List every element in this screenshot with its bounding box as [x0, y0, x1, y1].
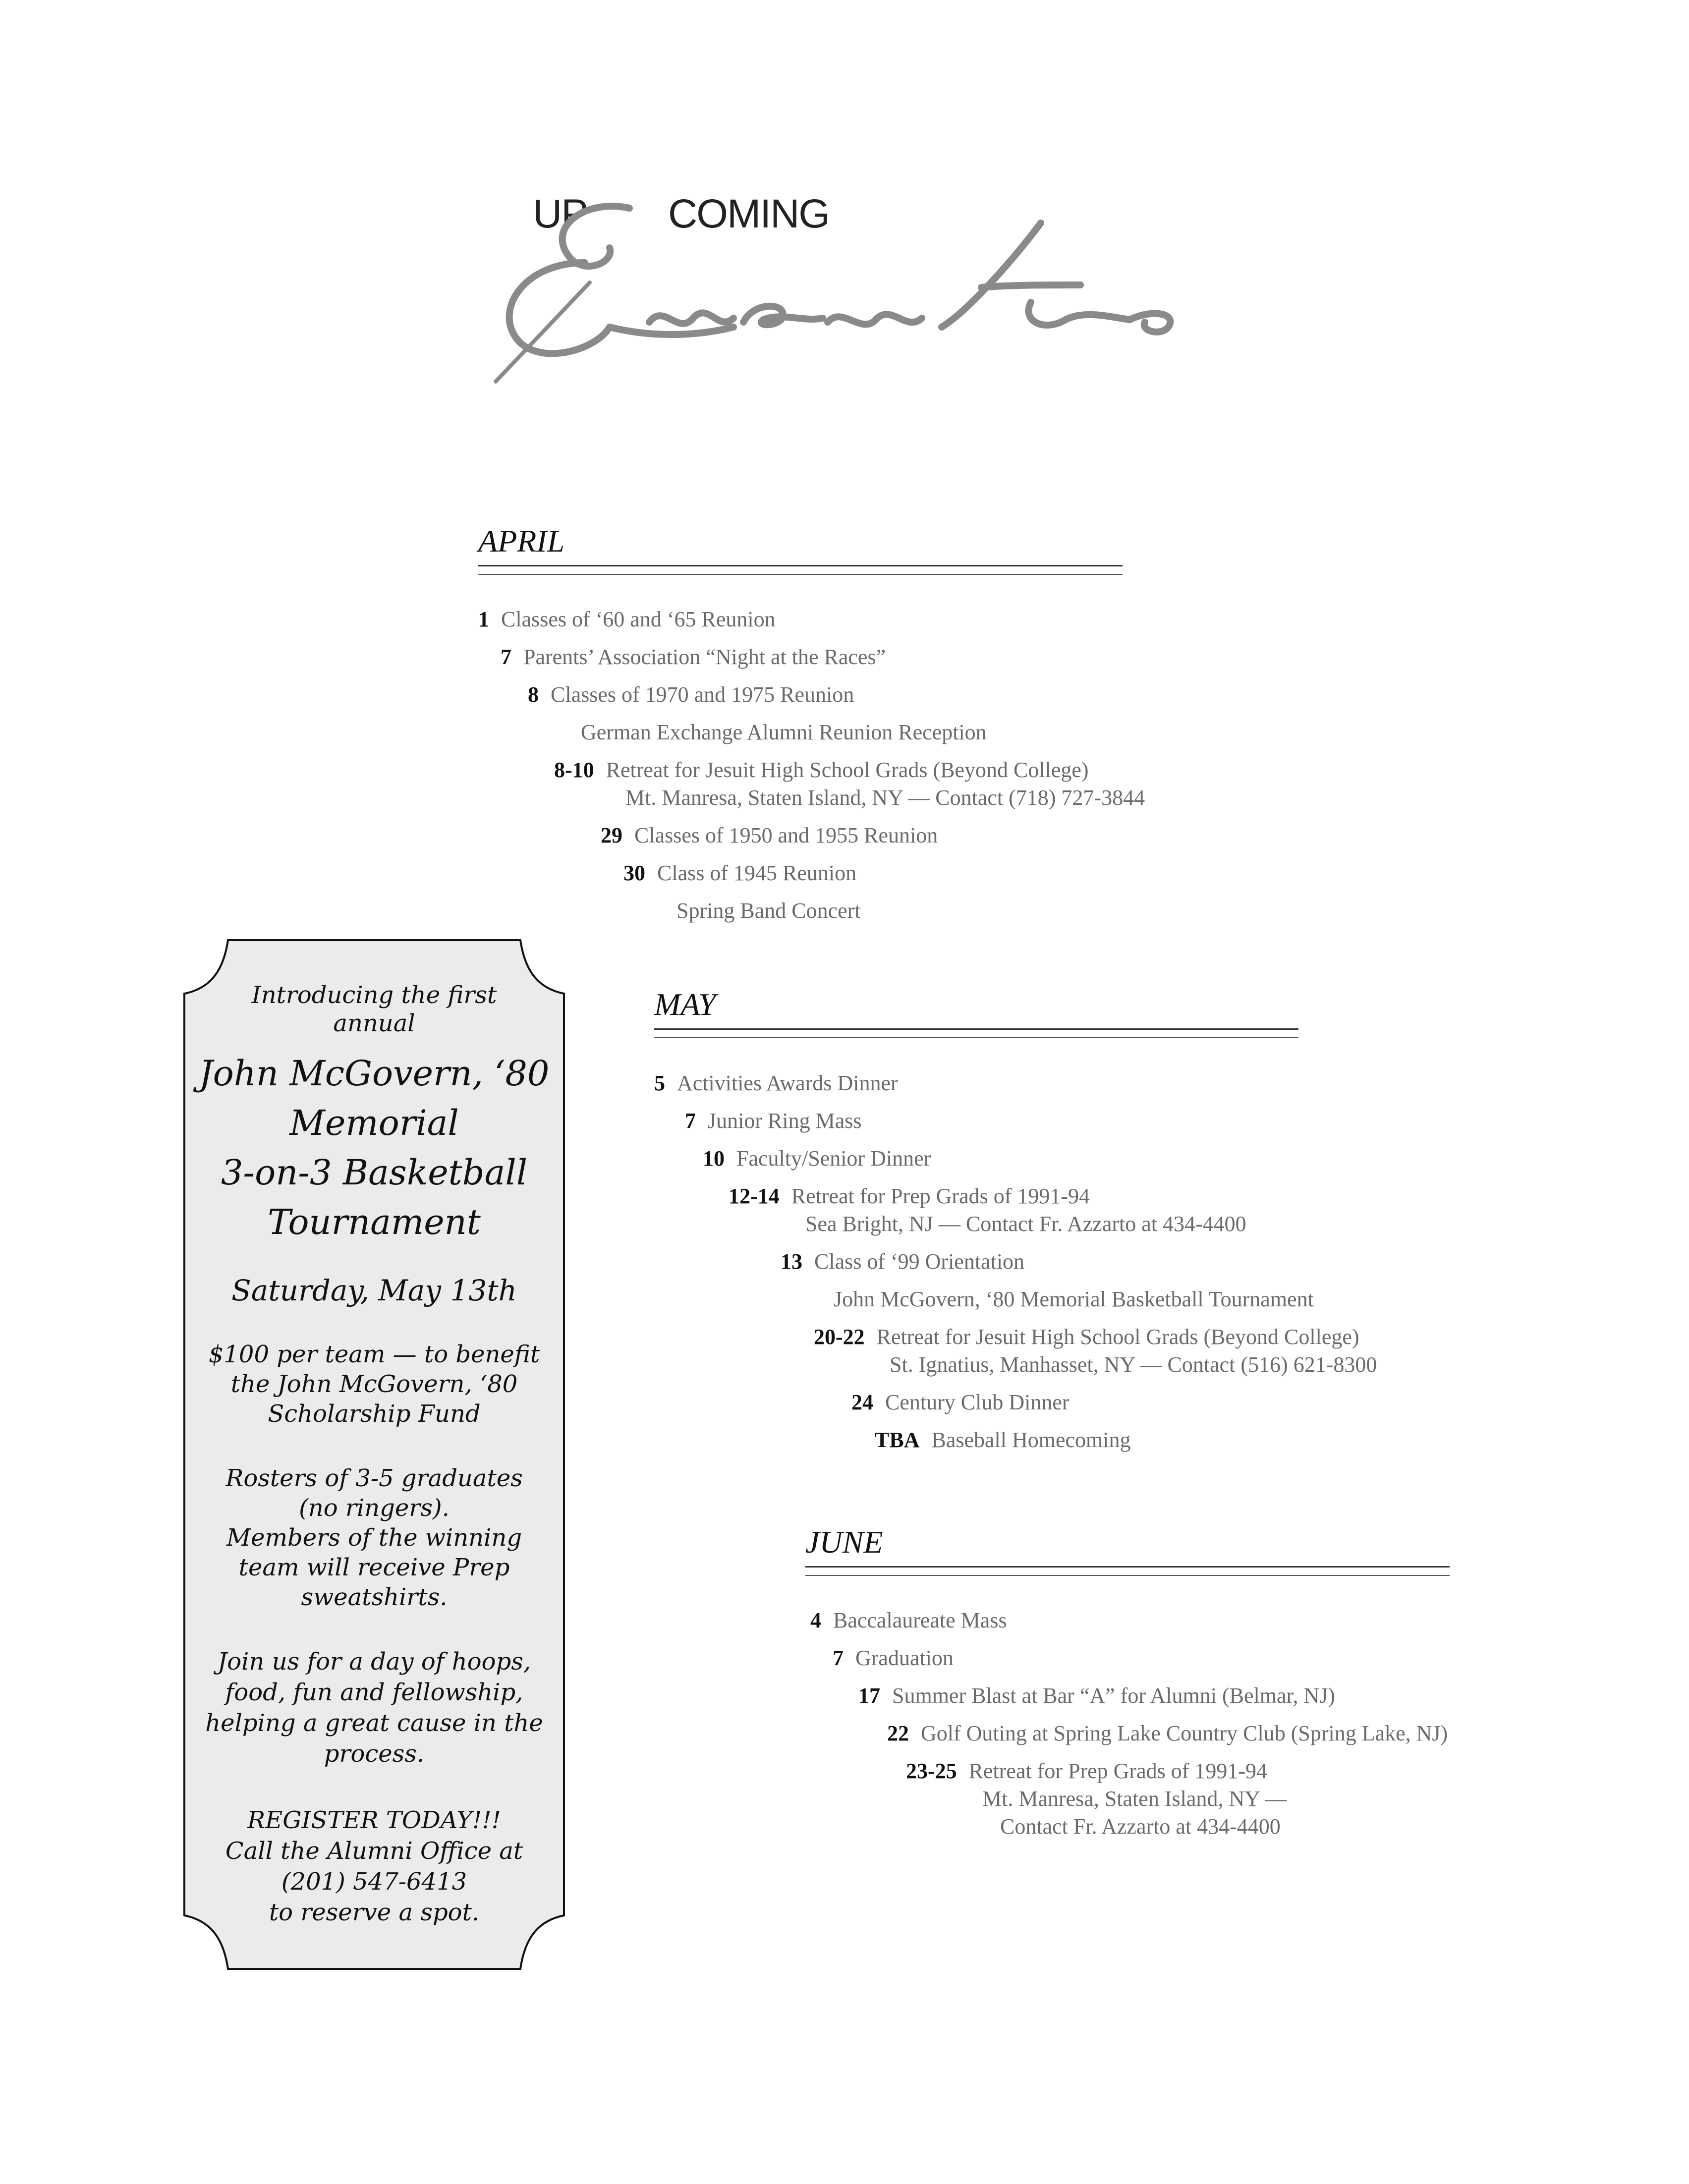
month-april-title: APRIL: [478, 523, 565, 559]
promo-fee-3: Scholarship Fund: [268, 1400, 481, 1428]
promo-name-4: Tournament: [268, 1202, 481, 1242]
april-event-extra: Mt. Manresa, Staten Island, NY — Contact (718) 727-3844: [625, 785, 1145, 810]
promo-rosters-2: (no ringers).: [299, 1494, 450, 1522]
june-event: 17 Summer Blast at Bar “A” for Alumni (Belmar, NJ): [858, 1683, 1335, 1708]
may-event: 13 Class of ‘99 Orientation: [781, 1249, 1025, 1274]
june-event-extra: Mt. Manresa, Staten Island, NY —: [982, 1787, 1287, 1811]
april-event: 1 Classes of ‘60 and ‘65 Reunion: [478, 607, 776, 631]
promo-rosters-5: sweatshirts.: [301, 1583, 448, 1611]
events-script-text: Events: [632, 378, 646, 383]
may-rule: [654, 1028, 1298, 1030]
header-coming: COMING: [668, 191, 830, 236]
april-rule: [478, 565, 1123, 566]
page-header: [0, 0, 1689, 446]
promo-join-3: helping a great cause in the: [205, 1709, 543, 1737]
promo-name-3: 3-on-3 Basketball: [221, 1152, 528, 1193]
may-event-extra: St. Ignatius, Manhasset, NY — Contact (516) 621-8300: [890, 1352, 1377, 1377]
june-event-extra: Contact Fr. Azzarto at 434-4400: [1000, 1814, 1281, 1839]
april-event-extra: Spring Band Concert: [676, 898, 861, 923]
month-may-title: MAY: [654, 987, 716, 1022]
april-event: 8 Classes of 1970 and 1975 Reunion: [528, 682, 854, 707]
promo-join-1: Join us for a day of hoops,: [217, 1648, 531, 1676]
may-event: 20-22 Retreat for Jesuit High School Grads (Beyond College): [814, 1325, 1359, 1349]
april-event: 8-10 Retreat for Jesuit High School Grads (Beyond College): [554, 758, 1089, 782]
june-event: 7 Graduation: [833, 1646, 954, 1670]
promo-join-4: process.: [324, 1740, 425, 1768]
may-event: 24 Century Club Dinner: [851, 1390, 1070, 1414]
promo-date: Saturday, May 13th: [231, 1274, 517, 1307]
april-event-extra: German Exchange Alumni Reunion Reception: [581, 720, 987, 744]
promo-rosters-3: Members of the winning: [226, 1524, 522, 1552]
promo-register-3: (201) 547-6413: [281, 1868, 467, 1896]
june-event: 23-25 Retreat for Prep Grads of 1991-94: [906, 1759, 1268, 1783]
promo-join-2: food, fun and fellowship,: [225, 1679, 523, 1706]
may-event: TBA Baseball Homecoming: [875, 1428, 1131, 1452]
april-event: 7 Parents’ Association “Night at the Races”: [501, 645, 886, 669]
may-event: 5 Activities Awards Dinner: [654, 1071, 898, 1095]
promo-fee-2: the John McGovern, ‘80: [230, 1370, 518, 1398]
april-event: 30 Class of 1945 Reunion: [623, 861, 857, 885]
tournament-promo-box: [183, 939, 565, 1970]
month-june-title: JUNE: [805, 1524, 883, 1560]
promo-register-2: Call the Alumni Office at: [225, 1837, 523, 1865]
promo-intro-2: annual: [333, 1009, 415, 1037]
promo-rosters-4: team will receive Prep: [238, 1554, 510, 1581]
promo-intro-1: Introducing the first: [251, 981, 497, 1009]
promo-name-2: Memorial: [289, 1103, 459, 1143]
june-rule: [805, 1566, 1450, 1568]
may-event-extra: John McGovern, ‘80 Memorial Basketball Tournament: [834, 1287, 1314, 1311]
may-event: 7 Junior Ring Mass: [685, 1109, 862, 1133]
june-event: 22 Golf Outing at Spring Lake Country Club (Spring Lake, NJ): [887, 1721, 1448, 1745]
june-event: 4 Baccalaureate Mass: [810, 1608, 1007, 1632]
promo-name-1: John McGovern, ‘80: [199, 1053, 550, 1094]
april-rule-2: [478, 574, 1123, 575]
april-event: 29 Classes of 1950 and 1955 Reunion: [601, 823, 938, 847]
promo-register-4: to reserve a spot.: [269, 1899, 480, 1926]
header-up: UP: [533, 191, 587, 236]
may-event: 12-14 Retreat for Prep Grads of 1991-94: [729, 1184, 1090, 1208]
promo-fee-1: $100 per team — to benefit: [208, 1341, 540, 1368]
june-rule-2: [805, 1575, 1450, 1576]
promo-rosters-1: Rosters of 3-5 graduates: [225, 1464, 523, 1492]
promo-register-1: REGISTER TODAY!!!: [247, 1806, 501, 1834]
events-script-logo: [486, 188, 1199, 396]
may-rule-2: [654, 1037, 1298, 1038]
may-event: 10 Faculty/Senior Dinner: [703, 1146, 931, 1171]
may-event-extra: Sea Bright, NJ — Contact Fr. Azzarto at 434-4400: [805, 1212, 1246, 1236]
